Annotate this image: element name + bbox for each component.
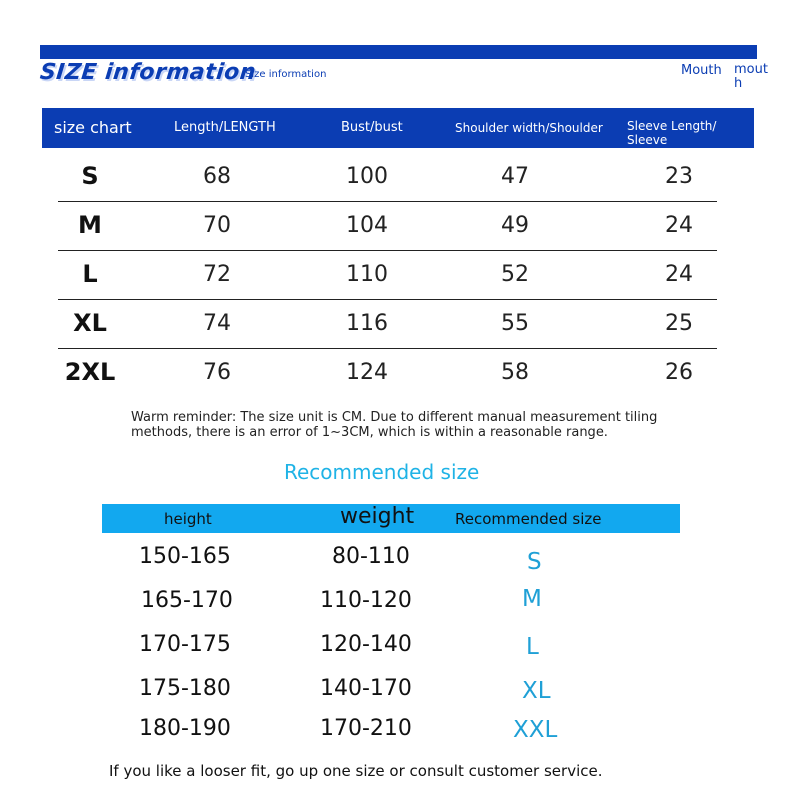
list-item <box>102 632 680 672</box>
sleeve-value: 24 <box>665 213 693 238</box>
shoulder-value: 49 <box>501 213 529 238</box>
weight-range: 120-140 <box>320 632 412 657</box>
recommended-title: Recommended size <box>284 460 480 484</box>
size-chart-header <box>42 108 754 148</box>
size-label: XL <box>73 309 107 337</box>
header-recommended-size: Recommended size <box>455 510 602 528</box>
list-item <box>102 716 680 756</box>
bust-value: 110 <box>346 262 388 287</box>
shoulder-value: 47 <box>501 164 529 189</box>
bust-value: 124 <box>346 360 388 385</box>
height-range: 150-165 <box>139 544 231 569</box>
weight-range: 170-210 <box>320 716 412 741</box>
list-item <box>102 588 680 628</box>
sleeve-value: 26 <box>665 360 693 385</box>
recommended-size-value: L <box>526 634 539 660</box>
size-label: 2XL <box>64 358 116 386</box>
length-value: 70 <box>203 213 231 238</box>
header-sleeve: Sleeve Length/ Sleeve <box>627 119 717 147</box>
height-range: 170-175 <box>139 632 231 657</box>
sleeve-value: 24 <box>665 262 693 287</box>
height-range: 180-190 <box>139 716 231 741</box>
shoulder-value: 55 <box>501 311 529 336</box>
brand-title: SIZE information <box>38 60 258 85</box>
size-label: M <box>78 211 102 239</box>
header-height: height <box>164 510 212 528</box>
mouth-label-right: mouth <box>734 62 768 91</box>
recommended-size-value: XXL <box>513 717 558 743</box>
top-bar <box>40 45 757 59</box>
shoulder-value: 52 <box>501 262 529 287</box>
bust-value: 100 <box>346 164 388 189</box>
weight-range: 80-110 <box>332 544 410 569</box>
list-item <box>102 544 680 584</box>
header-shoulder: Shoulder width/Shoulder <box>455 121 603 135</box>
recommended-header <box>102 504 680 533</box>
sleeve-value: 25 <box>665 311 693 336</box>
bust-value: 104 <box>346 213 388 238</box>
warm-reminder: Warm reminder: The size unit is CM. Due to different manual measurement tiling methods, there is an error of 1~3CM, which is within a reasonable range. <box>131 410 658 440</box>
header-length: Length/LENGTH <box>174 120 276 135</box>
recommended-size-value: M <box>522 586 542 612</box>
length-value: 68 <box>203 164 231 189</box>
recommended-size-value: S <box>527 549 542 575</box>
table-row <box>58 299 717 349</box>
mouth-label-left: Mouth <box>681 63 722 78</box>
brand-subtitle: Size information <box>245 69 327 80</box>
sleeve-value: 23 <box>665 164 693 189</box>
table-row <box>58 250 717 300</box>
weight-range: 110-120 <box>320 588 412 613</box>
table-row <box>58 348 717 397</box>
bust-value: 116 <box>346 311 388 336</box>
recommended-size-value: XL <box>522 678 551 704</box>
height-range: 175-180 <box>139 676 231 701</box>
header-size-chart: size chart <box>54 118 132 137</box>
header-weight: weight <box>340 504 415 529</box>
length-value: 76 <box>203 360 231 385</box>
list-item <box>102 676 680 716</box>
length-value: 74 <box>203 311 231 336</box>
shoulder-value: 58 <box>501 360 529 385</box>
size-label: S <box>81 162 99 190</box>
length-value: 72 <box>203 262 231 287</box>
table-row <box>58 201 717 251</box>
height-range: 165-170 <box>141 588 233 613</box>
weight-range: 140-170 <box>320 676 412 701</box>
table-row <box>58 152 717 202</box>
header-bust: Bust/bust <box>341 120 403 135</box>
footer-note: If you like a looser fit, go up one size or consult customer service. <box>109 762 603 780</box>
size-label: L <box>82 260 98 288</box>
